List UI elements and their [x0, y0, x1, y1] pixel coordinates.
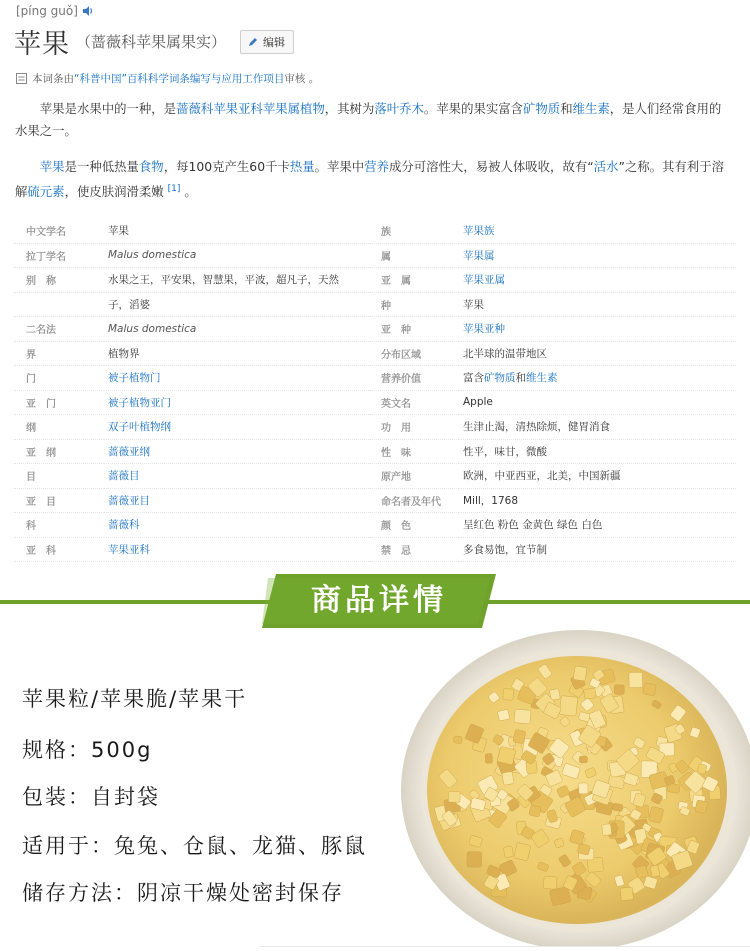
info-row [14, 317, 736, 342]
info-value-link[interactable]: 苹果族 [463, 225, 495, 238]
product-details-banner [262, 574, 496, 628]
info-value [104, 537, 369, 562]
info-row [14, 488, 736, 513]
review-link[interactable]: “科普中国”百科科学词条编写与应用工作项目 [74, 73, 285, 85]
info-value: 水果之王，平安果，智慧果，平波，超凡子，天然 [104, 268, 369, 293]
apple-dice [643, 683, 657, 696]
info-row [14, 292, 736, 317]
info-value-link[interactable]: 苹果亚种 [463, 323, 505, 336]
info-value-link[interactable]: 蔷薇亚纲 [108, 445, 150, 458]
product-storage: 储存方法：阴凉干燥处密封保存 [22, 881, 344, 905]
term-link[interactable]: 蔷薇科苹果亚科苹果属植物 [176, 101, 325, 116]
info-key: 命名者及年代 [369, 488, 459, 513]
info-key: 亚 门 [14, 390, 104, 415]
apple-dice [579, 783, 588, 794]
info-key: 族 [369, 219, 459, 243]
info-row [14, 268, 736, 293]
info-key: 亚 属 [369, 268, 459, 293]
term-link[interactable]: 营养 [364, 159, 389, 174]
info-value: 呈红色 粉色 金黄色 绿色 白色 [459, 513, 736, 538]
apple-dice [529, 805, 541, 817]
info-value: Mill，1768 [459, 488, 736, 513]
paragraph-text: ，每100克产生60千卡 [163, 159, 290, 174]
info-value: Malus domestica [104, 243, 369, 268]
info-key: 分布区域 [369, 341, 459, 366]
review-notice [16, 71, 319, 86]
edit-button[interactable] [240, 30, 294, 54]
info-value: 生津止渴，清热除烦，健胃消食 [459, 415, 736, 440]
apple-dice [467, 852, 482, 867]
review-suffix: 审核 。 [284, 73, 320, 85]
info-value-link[interactable]: 苹果亚科 [108, 543, 150, 556]
apple-dice [502, 771, 515, 785]
info-row [14, 537, 736, 562]
apple-dice [583, 688, 596, 699]
apple-dice [629, 672, 643, 687]
term-link[interactable]: 苹果 [39, 159, 65, 174]
apple-dice [579, 756, 587, 763]
info-value-link[interactable]: 蔷薇目 [108, 470, 140, 483]
info-key: 拉丁学名 [14, 243, 104, 268]
info-key: 中文学名 [14, 219, 104, 243]
apple-dice [497, 709, 509, 721]
info-value-link[interactable]: 苹果属 [463, 249, 495, 262]
info-value-link[interactable]: 双子叶植物纲 [108, 421, 171, 434]
info-value-text: 富含 [463, 372, 484, 385]
info-key: 营养价值 [369, 366, 459, 391]
paragraph-text: ，其树为 [324, 101, 375, 116]
paragraph-text: 。苹果中 [314, 159, 365, 174]
term-link[interactable]: 活水 [593, 159, 619, 174]
info-row [14, 341, 736, 366]
term-link[interactable]: 食物 [138, 159, 164, 174]
info-value [104, 390, 369, 415]
info-key: 界 [14, 341, 104, 366]
paragraph-text: 成分可溶性大，易被人体吸收，故有“ [388, 159, 594, 174]
info-value [104, 464, 369, 489]
paragraph-text: 是一种低热量 [64, 159, 139, 174]
info-key: 亚 目 [14, 488, 104, 513]
info-value [459, 243, 736, 268]
review-prefix: 本词条由 [32, 73, 74, 85]
info-key: 亚 科 [14, 537, 104, 562]
info-key: 科 [14, 513, 104, 538]
entry-title: 苹果 [14, 29, 70, 60]
edit-button-label: 编辑 [263, 35, 286, 49]
paragraph-text: ”之称。其有利于溶解 [15, 159, 724, 200]
apple-dice [573, 666, 587, 681]
info-key: 英文名 [369, 390, 459, 415]
apple-dice [602, 824, 612, 836]
apple-dice [485, 753, 492, 763]
info-value: 性平，味甘，微酸 [459, 439, 736, 464]
info-key: 门 [14, 366, 104, 391]
term-link[interactable]: 热量 [289, 159, 315, 174]
info-row [14, 439, 736, 464]
info-value [104, 415, 369, 440]
info-key: 目 [14, 464, 104, 489]
paragraph-text: 苹果是水果中的一种，是 [39, 101, 177, 116]
info-value-text: 和 [515, 372, 526, 385]
info-key: 二名法 [14, 317, 104, 342]
info-key: 禁 忌 [369, 537, 459, 562]
info-value: Malus domestica [104, 317, 369, 342]
info-value: 多食易饱，宜节制 [459, 537, 736, 562]
info-value [459, 317, 736, 342]
pinyin-text: [píng guǒ] [16, 4, 78, 18]
paragraph-text: 。苹果的果实富含 [423, 101, 524, 116]
entry-subtitle: （蔷薇科苹果属果实） [76, 33, 227, 51]
apple-dice [543, 876, 557, 889]
apple-dice [695, 800, 708, 814]
paragraph-text: 。 [180, 184, 197, 200]
apple-dice [448, 791, 460, 802]
apple-dice [614, 685, 624, 695]
info-value: 苹果 [104, 219, 369, 243]
apple-dice [608, 775, 625, 789]
info-key: 功 用 [369, 415, 459, 440]
info-key: 亚 纲 [14, 439, 104, 464]
info-row [14, 243, 736, 268]
pinyin-row [16, 4, 94, 18]
product-suitable: 适用于：兔兔、仓鼠、龙猫、豚鼠 [22, 834, 367, 858]
info-value [104, 366, 369, 391]
info-key: 性 味 [369, 439, 459, 464]
info-value [104, 439, 369, 464]
term-link[interactable]: 落叶乔木 [374, 101, 424, 116]
paragraph-text: ，使皮肤润滑柔嫩 [64, 184, 168, 200]
info-value: 子，滔婆 [104, 292, 369, 317]
info-key: 纲 [14, 415, 104, 440]
info-value: 欧洲，中亚西亚，北美，中国新疆 [459, 464, 736, 489]
apple-dice [620, 887, 633, 901]
review-icon [16, 73, 27, 84]
bottom-rule [260, 946, 750, 947]
info-value-link[interactable]: 苹果亚属 [463, 274, 505, 287]
info-key: 别 称 [14, 268, 104, 293]
term-link[interactable]: 矿物质 [523, 101, 561, 116]
info-value-link[interactable]: 矿物质 [484, 372, 516, 385]
apple-dice [559, 696, 577, 717]
info-value: Apple [459, 390, 736, 415]
info-value-link[interactable]: 被子植物亚门 [108, 396, 171, 409]
paragraph-text: 和 [560, 101, 573, 116]
term-link[interactable]: 硫元素 [27, 184, 65, 200]
info-value [104, 488, 369, 513]
info-value-link[interactable]: 被子植物门 [108, 372, 161, 385]
product-package: 包装：自封袋 [22, 785, 160, 809]
info-value: 北半球的温带地区 [459, 341, 736, 366]
apple-dice [503, 846, 513, 858]
info-value-link[interactable]: 蔷薇科 [108, 519, 140, 532]
info-value [104, 513, 369, 538]
info-key: 颜 色 [369, 513, 459, 538]
info-row [14, 464, 736, 489]
info-row [14, 390, 736, 415]
info-row [14, 219, 736, 243]
info-value: 苹果 [459, 292, 736, 317]
summary-paragraph-1 [15, 98, 731, 142]
apple-dice [514, 709, 531, 724]
dried-apple-photo [389, 628, 750, 946]
basic-info-table [14, 219, 736, 562]
pencil-icon [247, 36, 259, 48]
info-value [459, 219, 736, 243]
info-key: 原产地 [369, 464, 459, 489]
info-row [14, 366, 736, 391]
citation-link[interactable]: [1] [167, 184, 181, 194]
info-value: 植物界 [104, 341, 369, 366]
info-row [14, 415, 736, 440]
info-value [459, 268, 736, 293]
info-key: 亚 种 [369, 317, 459, 342]
info-row [14, 513, 736, 538]
product-spec: 规格：500g [22, 738, 153, 762]
summary-paragraph-2 [15, 156, 731, 203]
info-value-link[interactable]: 蔷薇亚目 [108, 494, 150, 507]
info-value [459, 366, 736, 391]
paragraph-text: ，是人们经常食用的水果之一。 [15, 101, 722, 138]
entry-title-row [14, 22, 294, 61]
term-link[interactable]: 维生素 [572, 101, 610, 116]
apple-dice [453, 736, 462, 744]
product-name: 苹果粒/苹果脆/苹果干 [22, 687, 248, 711]
info-key: 属 [369, 243, 459, 268]
info-key [14, 292, 104, 317]
info-value-link[interactable]: 维生素 [526, 372, 558, 385]
speaker-icon[interactable] [82, 5, 94, 17]
info-key: 种 [369, 292, 459, 317]
banner-title: 商品详情 [311, 583, 447, 618]
apple-dice [503, 689, 514, 701]
